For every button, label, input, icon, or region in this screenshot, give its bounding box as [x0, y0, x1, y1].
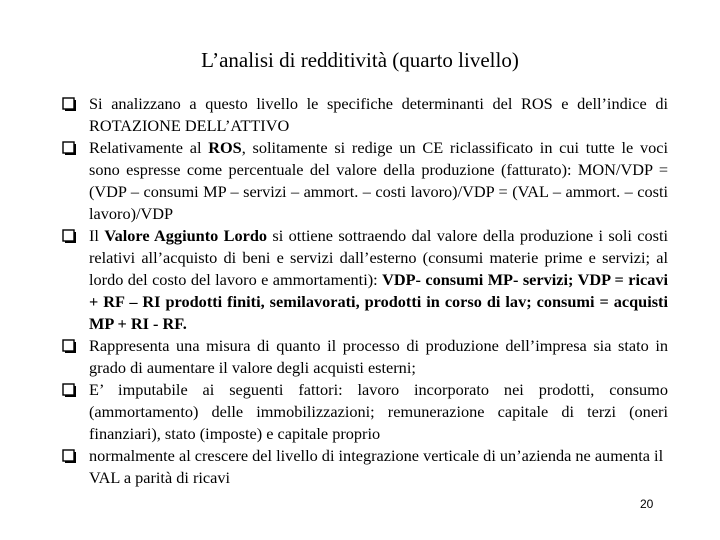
- slide-title: L’analisi di redditività (quarto livello): [201, 48, 519, 72]
- bullet-text: Relativamente al: [89, 138, 209, 157]
- checkbox-q-bullet-icon: [62, 141, 77, 156]
- bullet-text: Si analizzano a questo livello le specifiche determinanti del ROS e dell’indice di ROTAZIONE DELL’ATTIVO: [89, 94, 668, 135]
- bullet-text: E’ imputabile ai seguenti fattori: lavoro incorporato nei prodotti, consumo (ammortamento) delle immobilizzazioni; remunerazione capitale di terzi (oneri finanziari), stato (imposte) e capitale proprio: [89, 380, 668, 443]
- bullet-item: [62, 225, 668, 335]
- checkbox-q-bullet-icon: [62, 97, 77, 112]
- bullet-text: , solitamente si redige un CE riclassificato in cui tutte le voci sono espresse come percentuale del valore della produzione (fatturato): MON/VDP = (VDP – consumi MP – servizi – ammort. – costi lavoro)/VDP = (VAL – ammort. – costi lavoro)/VDP: [89, 138, 668, 223]
- checkbox-q-bullet-icon: [62, 339, 77, 354]
- bullet-text: Rappresenta una misura di quanto il processo di produzione dell’impresa sia stato in grado di aumentare il valore degli acquisti esterni;: [89, 336, 668, 377]
- bullet-item: [62, 93, 668, 137]
- bullet-item: [62, 335, 668, 379]
- bullet-item: [62, 137, 668, 225]
- page-number: 20: [640, 497, 654, 511]
- bullet-item: [62, 379, 668, 445]
- bullet-text: normalmente al crescere del livello di integrazione verticale di un’azienda ne aumenta il VAL a parità di ricavi: [89, 446, 664, 487]
- bullet-bold-text: Valore Aggiunto Lordo: [104, 226, 268, 245]
- bullet-list: [62, 93, 668, 489]
- checkbox-q-bullet-icon: [62, 449, 77, 464]
- bullet-bold-text: VDP- consumi MP- servizi; VDP = ricavi + RF – RI prodotti finiti, semilavorati, prodotti in corso di lav; consumi = acquisti MP + RI - RF.: [89, 270, 669, 333]
- bullet-bold-text: ROS: [208, 138, 242, 157]
- bullet-text: si ottiene sottraendo dal valore della produzione i soli costi relativi all’acquisto di beni e servizi dall’esterno (consumi materie prime e servizi; al lordo del costo del lavoro e ammortamenti):: [89, 226, 669, 289]
- checkbox-q-bullet-icon: [62, 383, 77, 398]
- bullet-text: Il: [89, 226, 105, 245]
- checkbox-q-bullet-icon: [62, 229, 77, 244]
- bullet-item: [62, 445, 668, 489]
